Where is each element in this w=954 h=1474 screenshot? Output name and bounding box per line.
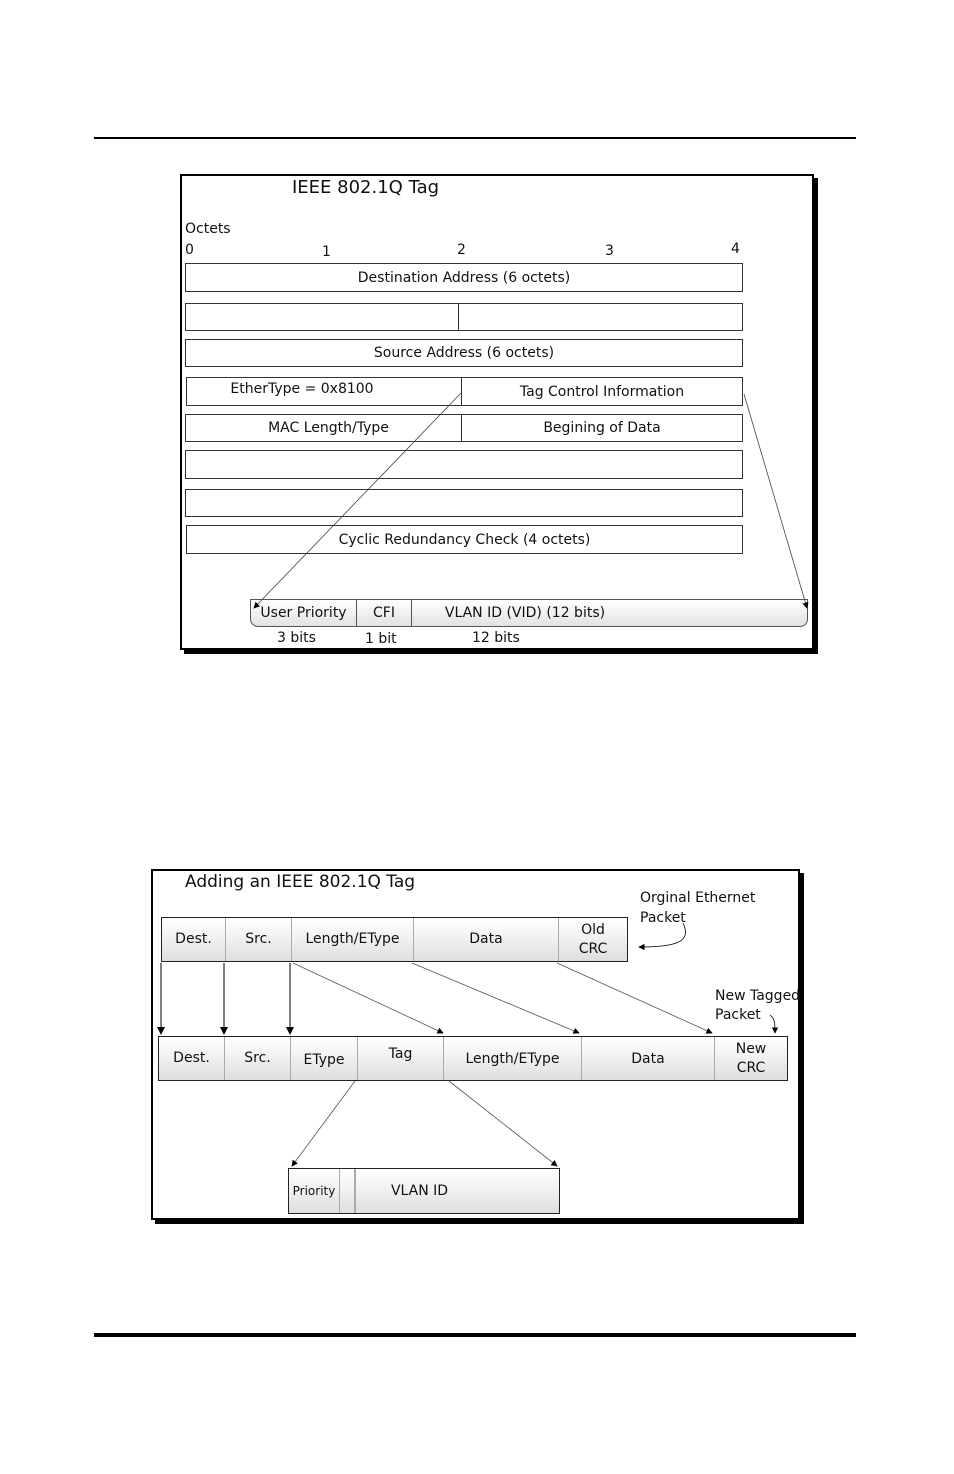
adding-8021q-tag-diagram bbox=[151, 869, 800, 1220]
new-crc-line2: CRC bbox=[736, 1059, 766, 1076]
tag-vlan-id-field: VLAN ID bbox=[355, 1169, 483, 1213]
tag-control-information-label: Tag Control Information bbox=[519, 383, 685, 400]
new-tag-field: Tag bbox=[357, 1037, 443, 1080]
cfi-field: CFI bbox=[357, 600, 412, 626]
new-length-etype-field: Length/EType bbox=[443, 1037, 581, 1080]
crc-label: Cyclic Redundancy Check (4 octets) bbox=[338, 531, 591, 548]
diagram2-title: Adding an IEEE 802.1Q Tag bbox=[185, 872, 416, 892]
tag-expansion-lines bbox=[182, 176, 812, 648]
octet-number-2: 2 bbox=[457, 242, 466, 258]
new-dest-field: Dest. bbox=[173, 1050, 210, 1066]
orig-crc-line2: CRC bbox=[578, 940, 608, 957]
original-packet-label-line1: Orginal Ethernet bbox=[640, 890, 756, 906]
orig-crc-line1: Old bbox=[581, 921, 605, 938]
new-etype-field: EType bbox=[290, 1037, 357, 1080]
original-packet-label-line2: Packet bbox=[640, 910, 686, 926]
cfi-bits-label: 1 bit bbox=[365, 631, 397, 647]
new-packet-label-line1: New Tagged bbox=[715, 988, 801, 1004]
header-rule bbox=[94, 137, 856, 139]
tagging-flow-arrows bbox=[153, 871, 801, 1218]
new-packet-label-line2: Packet bbox=[715, 1007, 761, 1023]
tag-priority-field: Priority bbox=[292, 1183, 336, 1198]
ethertype-label: EtherType = 0x8100 bbox=[230, 381, 374, 397]
vlan-id-field: VLAN ID (VID) (12 bits) bbox=[444, 605, 606, 621]
orig-src-field: Src. bbox=[225, 918, 291, 961]
vlan-bits-label: 12 bits bbox=[472, 630, 520, 646]
new-crc-line1: New bbox=[735, 1040, 767, 1057]
user-priority-field: User Priority bbox=[251, 600, 357, 626]
octet-number-3: 3 bbox=[605, 243, 614, 259]
source-address-label: Source Address (6 octets) bbox=[373, 345, 555, 361]
mac-length-type-label: MAC Length/Type bbox=[268, 420, 389, 436]
octet-number-4: 4 bbox=[731, 241, 740, 257]
diagram1-title: IEEE 802.1Q Tag bbox=[292, 177, 440, 198]
footer-rule bbox=[94, 1333, 856, 1337]
octets-label: Octets bbox=[185, 221, 231, 237]
orig-dest-field: Dest. bbox=[175, 931, 212, 947]
priority-bits-label: 3 bits bbox=[277, 630, 316, 646]
new-src-field: Src. bbox=[224, 1037, 290, 1080]
octet-number-0: 0 bbox=[185, 242, 194, 258]
orig-length-etype-field: Length/EType bbox=[291, 918, 413, 961]
destination-address-label: Destination Address (6 octets) bbox=[357, 269, 571, 286]
ieee-8021q-tag-diagram bbox=[180, 174, 814, 650]
orig-data-field: Data bbox=[413, 918, 558, 961]
new-data-field: Data bbox=[581, 1037, 714, 1080]
octet-number-1: 1 bbox=[322, 244, 331, 260]
beginning-of-data-label: Begining of Data bbox=[543, 420, 661, 436]
